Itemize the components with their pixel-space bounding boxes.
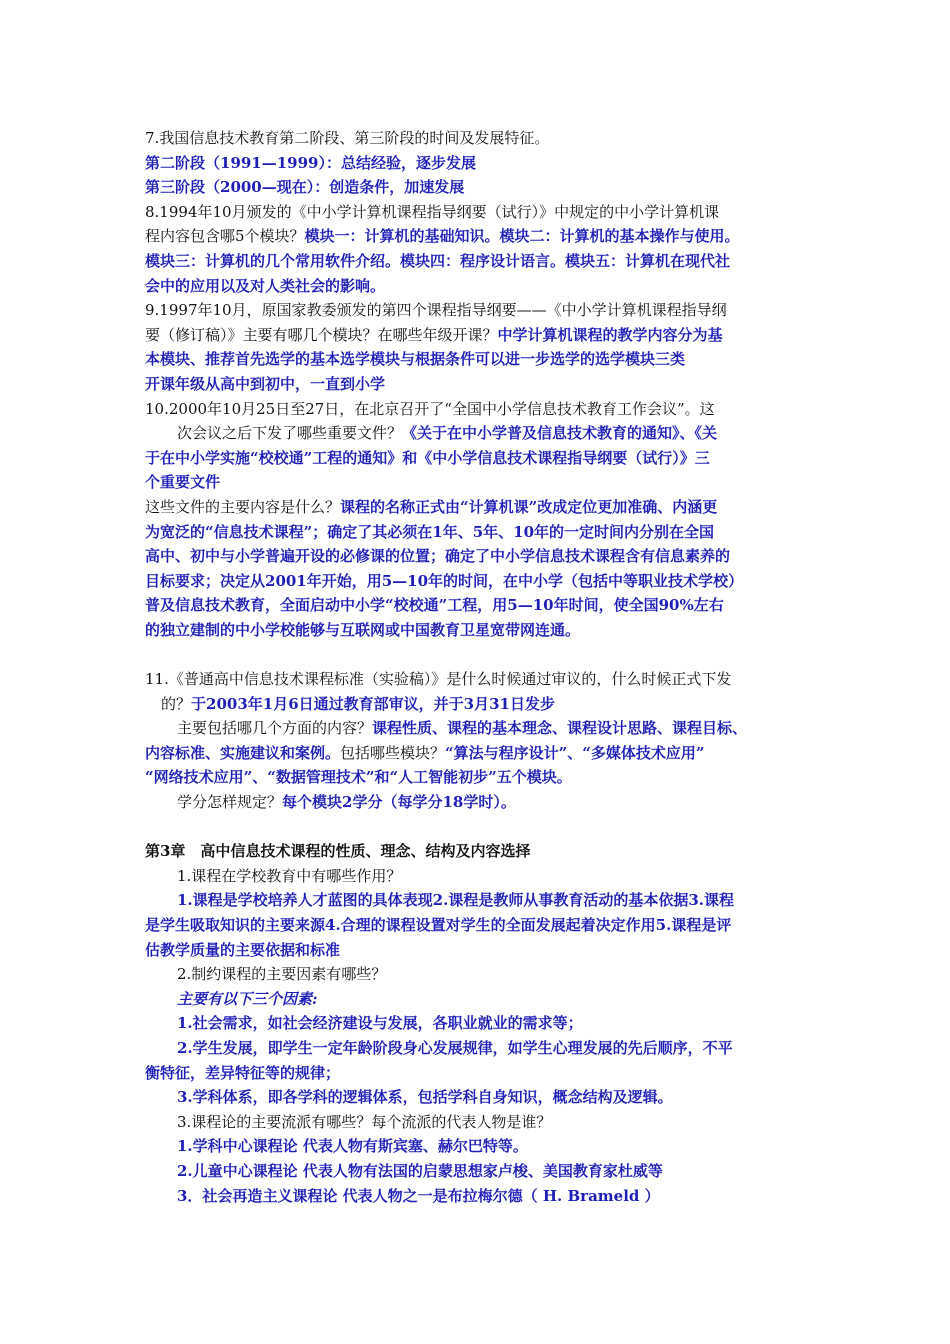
text-line [145, 446, 821, 471]
question-text: 8.1994年10月颁发的《中小学计算机课程指导纲要（试行）》中规定的中小学计算机课 [145, 202, 720, 221]
text-line [145, 962, 821, 987]
text-line [145, 741, 821, 766]
answer-text: 1.社会需求，如社会经济建设与发展，各职业就业的需求等； [177, 1014, 583, 1033]
answer-text: 普及信息技术教育，全面启动中小学“校校通”工程，用5—10年时间，使全国90%左右 [145, 596, 724, 615]
question-text: 7.我国信息技术教育第二阶段、第三阶段的时间及发展特征。 [145, 129, 550, 147]
answer-text: 估教学质量的主要依据和标准 [145, 940, 341, 959]
answer-text: 于2003年1月6日通过教育部审议，并于3月31日发步 [191, 694, 555, 713]
answer-text: 3．社会再造主义课程论 代表人物之一是布拉梅尔德（ H. Brameld ） [177, 1186, 660, 1205]
answer-text: 3.学科体系，即各学科的逻辑体系，包括学科自身知识，概念结构及逻辑。 [177, 1088, 673, 1107]
answer-text: 开课年级从高中到初中，一直到小学 [145, 374, 386, 393]
question-text: 主要包括哪几个方面的内容？ [177, 719, 373, 738]
text-line [145, 1036, 821, 1061]
answer-text: 《关于在中小学普及信息技术教育的通知》、《关 [402, 424, 718, 443]
text-line [145, 151, 821, 176]
blank-line [145, 815, 821, 840]
question-text: 2.制约课程的主要因素有哪些？ [177, 965, 387, 984]
text-line [145, 323, 821, 348]
text-line [145, 421, 821, 446]
question-text: 的？ [161, 694, 192, 713]
answer-text: 中学计算机课程的教学内容分为基 [497, 325, 723, 344]
text-line [145, 716, 821, 741]
text-line [145, 1061, 821, 1086]
text-line [145, 495, 821, 520]
answer-text: 内容标准、实施建议和案例。 [145, 743, 341, 762]
text-line [145, 987, 821, 1012]
question-text: 这些文件的主要内容是什么？ [145, 497, 341, 516]
text-line [145, 593, 821, 618]
text-line [145, 175, 821, 200]
text-line [145, 1085, 821, 1110]
text-line [145, 544, 821, 569]
text-line [145, 692, 821, 717]
answer-text: 为宽泛的“信息技术课程”；确定了其必须在1年、5年、10年的一定时间内分别在全国 [145, 522, 715, 541]
text-line [145, 765, 821, 790]
text-line [145, 298, 821, 323]
text-line [145, 520, 821, 545]
answer-text: “网络技术应用”、“数据管理技术”和“人工智能初步”五个模块。 [145, 768, 572, 787]
answer-text: 第三阶段（2000—现在）：创造条件，加速发展 [145, 178, 465, 197]
question-text: 1.课程在学校教育中有哪些作用？ [177, 866, 402, 885]
question-text: 10.2000年10月25日至27日，在北京召开了“全国中小学信息技术教育工作会议”。这 [145, 399, 715, 418]
answer-text: 模块一：计算机的基础知识。模块二：计算机的基本操作与使用。 [304, 227, 740, 246]
answer-text: 是学生吸取知识的主要来源4.合理的课程设置对学生的全面发展起着决定作用5.课程是评 [145, 916, 732, 934]
text-line [145, 888, 821, 913]
question-text: 要（修订稿）》主要有哪几个模块？在哪些年级开课？ [145, 325, 498, 344]
question-text: 包括哪些模块？ [340, 743, 446, 762]
text-line [145, 249, 821, 274]
answer-text: 的独立建制的中小学校能够与互联网或中国教育卫星宽带网连通。 [145, 620, 581, 639]
question-text: 学分怎样规定？ [177, 793, 283, 812]
answer-text: “算法与程序设计”、“多媒体技术应用” [445, 743, 705, 762]
text-line [145, 1110, 821, 1135]
text-line [145, 790, 821, 815]
answer-text: 2.学生发展，即学生一定年龄阶段身心发展规律，如学生心理发展的先后顺序，不平 [177, 1038, 733, 1057]
text-line [145, 1134, 821, 1159]
text-line [145, 618, 821, 643]
text-line [145, 200, 821, 225]
answer-text: 课程的名称正式由“计算机课”改成定位更加准确、内涵更 [340, 497, 718, 516]
answer-text: 1.学科中心课程论 代表人物有斯宾塞、赫尔巴特等。 [177, 1137, 528, 1156]
question-text: 次会议之后下发了哪些重要文件？ [177, 424, 403, 443]
answer-text: 目标要求；决定从2001年开始，用5—10年的时间，在中小学（包括中等职业技术学校） [145, 571, 744, 590]
text-line [145, 1159, 821, 1184]
text-line [145, 274, 821, 299]
text-line [145, 1184, 821, 1209]
answer-text: 本模块、推荐首先选学的基本选学模块与根据条件可以进一步选学的选学模块三类 [145, 350, 686, 369]
question-text: 3.课程论的主要流派有哪些？每个流派的代表人物是谁？ [177, 1112, 552, 1131]
answer-text: 高中、初中与小学普遍开设的必修课的位置；确定了中小学信息技术课程含有信息素养的 [145, 547, 731, 566]
answer-text: 主要有以下三个因素: [177, 989, 318, 1008]
text-line [145, 372, 821, 397]
answer-text: 会中的应用以及对人类社会的影响。 [145, 276, 386, 295]
answer-text: 课程性质、课程的基本理念、课程设计思路、课程目标、 [372, 719, 748, 738]
document-body [145, 126, 821, 1208]
text-line [145, 470, 821, 495]
text-line [145, 126, 821, 151]
question-text: 9.1997年10月，原国家教委颁发的第四个课程指导纲要——《中小学计算机课程指导纲 [145, 301, 727, 320]
text-line [145, 913, 821, 938]
text-line [145, 1011, 821, 1036]
chapter-heading [145, 839, 821, 864]
text-line [145, 569, 821, 594]
answer-text: 第二阶段（1991—1999）：总结经验，逐步发展 [145, 153, 476, 172]
answer-text: 2.儿童中心课程论 代表人物有法国的启蒙思想家卢梭、美国教育家杜威等 [177, 1161, 663, 1180]
text-line [145, 938, 821, 963]
answer-text: 1.课程是学校培养人才蓝图的具体表现2.课程是教师从事教育活动的基本依据3.课程 [177, 891, 734, 910]
text-line [145, 224, 821, 249]
answer-text: 衡特征，差异特征等的规律； [145, 1063, 341, 1082]
answer-text: 于在中小学实施“校校通”工程的通知》和《中小学信息技术课程指导纲要（试行）》三 [145, 448, 710, 467]
text-line [145, 864, 821, 889]
answer-text: 模块三：计算机的几个常用软件介绍。模块四：程序设计语言。模块五：计算机在现代社 [145, 251, 731, 270]
blank-line [145, 642, 821, 667]
question-text: 11.《普通高中信息技术课程标准（实验稿）》是什么时候通过审议的，什么时候正式下发 [145, 670, 732, 689]
text-line [145, 397, 821, 422]
answer-text: 个重要文件 [145, 473, 221, 492]
text-line [145, 667, 821, 692]
answer-text: 每个模块2学分（每学分18学时）。 [282, 793, 516, 812]
text-line [145, 347, 821, 372]
question-text: 程内容包含哪5个模块？ [145, 227, 305, 246]
question-text: 第3章 高中信息技术课程的性质、理念、结构及内容选择 [145, 842, 531, 861]
